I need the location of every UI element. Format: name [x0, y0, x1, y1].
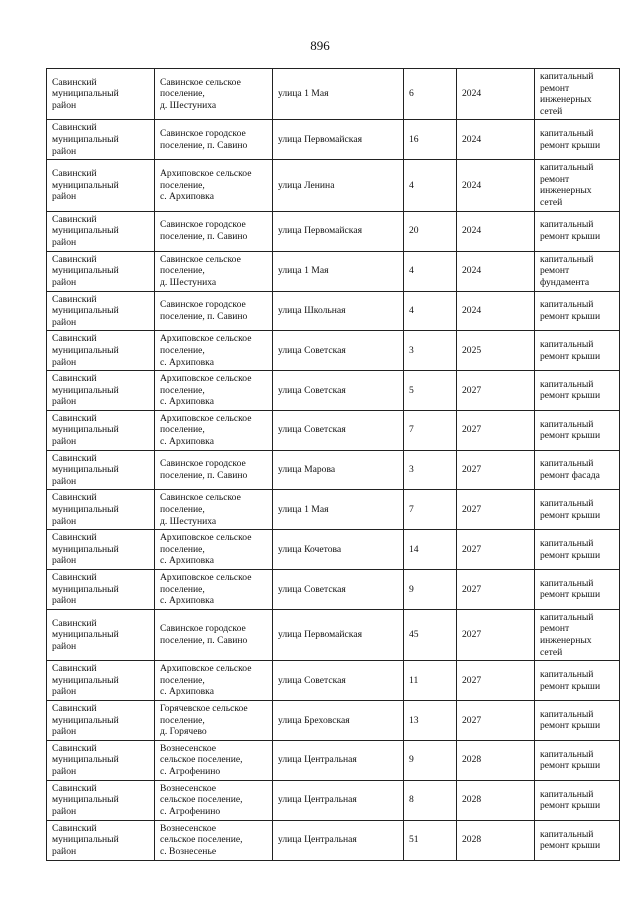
year-cell: 2027 — [457, 570, 535, 610]
street-cell: улица 1 Мая — [273, 251, 404, 291]
district-cell: Савинский муниципальный район — [47, 211, 155, 251]
district-cell: Савинский муниципальный район — [47, 661, 155, 701]
settlement-cell: Архиповское сельское поселение, с. Архиповка — [155, 331, 273, 371]
year-cell: 2027 — [457, 700, 535, 740]
work-type-cell: капитальный ремонт фундамента — [535, 251, 620, 291]
settlement-cell: Вознесенское сельское поселение, с. Агрофенино — [155, 740, 273, 780]
district-cell: Савинский муниципальный район — [47, 700, 155, 740]
work-type-cell: капитальный ремонт крыши — [535, 661, 620, 701]
year-cell: 2024 — [457, 120, 535, 160]
district-cell: Савинский муниципальный район — [47, 251, 155, 291]
street-cell: улица Центральная — [273, 780, 404, 820]
table-row — [47, 371, 620, 411]
table-row — [47, 410, 620, 450]
work-type-cell: капитальный ремонт крыши — [535, 700, 620, 740]
work-type-cell: капитальный ремонт фасада — [535, 450, 620, 490]
year-cell: 2024 — [457, 69, 535, 120]
year-cell: 2024 — [457, 251, 535, 291]
settlement-cell: Архиповское сельское поселение, с. Архиповка — [155, 410, 273, 450]
settlement-cell: Архиповское сельское поселение, с. Архиповка — [155, 661, 273, 701]
year-cell: 2028 — [457, 780, 535, 820]
settlement-cell: Савинское сельское поселение, д. Шестуниха — [155, 69, 273, 120]
district-cell: Савинский муниципальный район — [47, 160, 155, 211]
year-cell: 2028 — [457, 740, 535, 780]
table-row — [47, 780, 620, 820]
table-row — [47, 450, 620, 490]
settlement-cell: Савинское сельское поселение, д. Шестуниха — [155, 251, 273, 291]
house-number-cell: 7 — [404, 410, 457, 450]
table-row — [47, 609, 620, 660]
street-cell: улица Марова — [273, 450, 404, 490]
settlement-cell: Горячевское сельское поселение, д. Горячево — [155, 700, 273, 740]
table-row — [47, 291, 620, 331]
street-cell: улица 1 Мая — [273, 69, 404, 120]
settlement-cell: Савинское сельское поселение, д. Шестуниха — [155, 490, 273, 530]
district-cell: Савинский муниципальный район — [47, 530, 155, 570]
house-number-cell: 13 — [404, 700, 457, 740]
district-cell: Савинский муниципальный район — [47, 490, 155, 530]
district-cell: Савинский муниципальный район — [47, 69, 155, 120]
work-type-cell: капитальный ремонт крыши — [535, 291, 620, 331]
work-type-cell: капитальный ремонт крыши — [535, 780, 620, 820]
district-cell: Савинский муниципальный район — [47, 120, 155, 160]
district-cell: Савинский муниципальный район — [47, 450, 155, 490]
street-cell: улица Первомайская — [273, 609, 404, 660]
street-cell: улица Центральная — [273, 740, 404, 780]
district-cell: Савинский муниципальный район — [47, 291, 155, 331]
work-type-cell: капитальный ремонт инженерных сетей — [535, 609, 620, 660]
repair-schedule-table — [46, 68, 620, 861]
house-number-cell: 4 — [404, 251, 457, 291]
table-row — [47, 820, 620, 860]
street-cell: улица Первомайская — [273, 211, 404, 251]
street-cell: улица Советская — [273, 371, 404, 411]
street-cell: улица Центральная — [273, 820, 404, 860]
work-type-cell: капитальный ремонт крыши — [535, 410, 620, 450]
settlement-cell: Савинское городское поселение, п. Савино — [155, 120, 273, 160]
year-cell: 2025 — [457, 331, 535, 371]
street-cell: улица Ленина — [273, 160, 404, 211]
year-cell: 2028 — [457, 820, 535, 860]
street-cell: улица Кочетова — [273, 530, 404, 570]
work-type-cell: капитальный ремонт инженерных сетей — [535, 160, 620, 211]
street-cell: улица Первомайская — [273, 120, 404, 160]
work-type-cell: капитальный ремонт крыши — [535, 530, 620, 570]
house-number-cell: 4 — [404, 160, 457, 211]
table-row — [47, 211, 620, 251]
house-number-cell: 9 — [404, 740, 457, 780]
settlement-cell: Савинское городское поселение, п. Савино — [155, 450, 273, 490]
table-row — [47, 120, 620, 160]
district-cell: Савинский муниципальный район — [47, 740, 155, 780]
work-type-cell: капитальный ремонт крыши — [535, 740, 620, 780]
page-number: 896 — [310, 38, 330, 53]
street-cell: улица Советская — [273, 570, 404, 610]
street-cell: улица Бреховская — [273, 700, 404, 740]
settlement-cell: Архиповское сельское поселение, с. Архиповка — [155, 371, 273, 411]
street-cell: улица Советская — [273, 410, 404, 450]
year-cell: 2027 — [457, 490, 535, 530]
settlement-cell: Савинское городское поселение, п. Савино — [155, 609, 273, 660]
work-type-cell: капитальный ремонт крыши — [535, 820, 620, 860]
settlement-cell: Савинское городское поселение, п. Савино — [155, 291, 273, 331]
work-type-cell: капитальный ремонт крыши — [535, 371, 620, 411]
work-type-cell: капитальный ремонт крыши — [535, 120, 620, 160]
house-number-cell: 3 — [404, 450, 457, 490]
table-body — [47, 69, 620, 861]
work-type-cell: капитальный ремонт крыши — [535, 570, 620, 610]
house-number-cell: 5 — [404, 371, 457, 411]
settlement-cell: Архиповское сельское поселение, с. Архиповка — [155, 530, 273, 570]
settlement-cell: Вознесенское сельское поселение, с. Вознесенье — [155, 820, 273, 860]
house-number-cell: 11 — [404, 661, 457, 701]
street-cell: улица Советская — [273, 661, 404, 701]
house-number-cell: 20 — [404, 211, 457, 251]
table-row — [47, 160, 620, 211]
table-row — [47, 661, 620, 701]
table-row — [47, 530, 620, 570]
year-cell: 2024 — [457, 291, 535, 331]
district-cell: Савинский муниципальный район — [47, 371, 155, 411]
house-number-cell: 8 — [404, 780, 457, 820]
year-cell: 2027 — [457, 371, 535, 411]
table-row — [47, 331, 620, 371]
year-cell: 2027 — [457, 609, 535, 660]
house-number-cell: 16 — [404, 120, 457, 160]
house-number-cell: 9 — [404, 570, 457, 610]
house-number-cell: 3 — [404, 331, 457, 371]
settlement-cell: Архиповское сельское поселение, с. Архиповка — [155, 160, 273, 211]
settlement-cell: Вознесенское сельское поселение, с. Агрофенино — [155, 780, 273, 820]
district-cell: Савинский муниципальный район — [47, 820, 155, 860]
district-cell: Савинский муниципальный район — [47, 410, 155, 450]
work-type-cell: капитальный ремонт крыши — [535, 331, 620, 371]
work-type-cell: капитальный ремонт крыши — [535, 490, 620, 530]
year-cell: 2027 — [457, 530, 535, 570]
work-type-cell: капитальный ремонт крыши — [535, 211, 620, 251]
settlement-cell: Савинское городское поселение, п. Савино — [155, 211, 273, 251]
house-number-cell: 51 — [404, 820, 457, 860]
house-number-cell: 4 — [404, 291, 457, 331]
work-type-cell: капитальный ремонт инженерных сетей — [535, 69, 620, 120]
house-number-cell: 14 — [404, 530, 457, 570]
street-cell: улица Школьная — [273, 291, 404, 331]
year-cell: 2027 — [457, 410, 535, 450]
table-row — [47, 251, 620, 291]
table-row — [47, 570, 620, 610]
table-row — [47, 740, 620, 780]
year-cell: 2024 — [457, 211, 535, 251]
table-row — [47, 700, 620, 740]
year-cell: 2027 — [457, 661, 535, 701]
house-number-cell: 7 — [404, 490, 457, 530]
street-cell: улица 1 Мая — [273, 490, 404, 530]
district-cell: Савинский муниципальный район — [47, 609, 155, 660]
district-cell: Савинский муниципальный район — [47, 780, 155, 820]
house-number-cell: 45 — [404, 609, 457, 660]
settlement-cell: Архиповское сельское поселение, с. Архиповка — [155, 570, 273, 610]
house-number-cell: 6 — [404, 69, 457, 120]
table-row — [47, 490, 620, 530]
district-cell: Савинский муниципальный район — [47, 570, 155, 610]
street-cell: улица Советская — [273, 331, 404, 371]
table-row — [47, 69, 620, 120]
year-cell: 2024 — [457, 160, 535, 211]
district-cell: Савинский муниципальный район — [47, 331, 155, 371]
year-cell: 2027 — [457, 450, 535, 490]
